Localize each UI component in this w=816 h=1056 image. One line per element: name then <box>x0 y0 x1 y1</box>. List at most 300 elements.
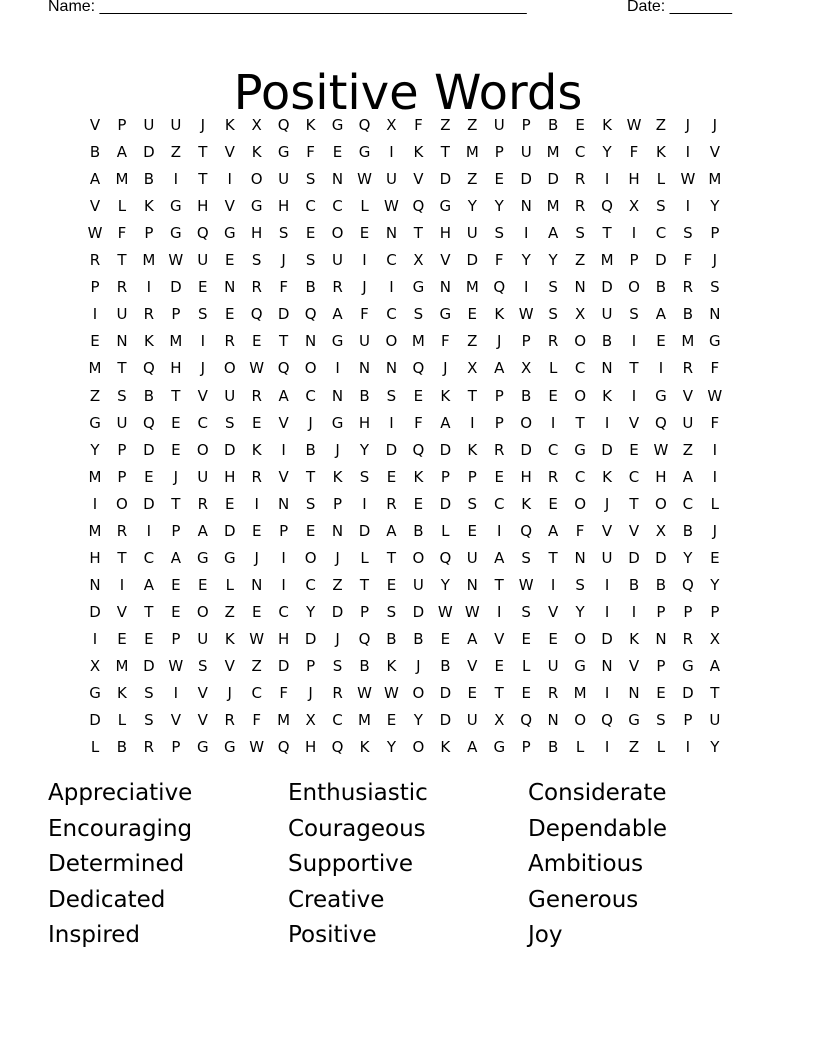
grid-letter: M <box>573 684 587 703</box>
word-list-item: Supportive <box>288 851 414 877</box>
grid-letter: F <box>629 143 639 162</box>
grid-letter: I <box>497 602 502 621</box>
grid-letter: U <box>601 548 613 567</box>
grid-letter: H <box>358 413 371 432</box>
grid-letter: B <box>655 575 667 594</box>
grid-letter: B <box>359 386 370 405</box>
grid-letter: R <box>224 332 235 351</box>
grid-letter: R <box>143 305 155 324</box>
grid-letter: W <box>680 170 696 189</box>
grid-letter: C <box>655 224 667 243</box>
grid-letter: K <box>143 332 154 351</box>
grid-letter: E <box>548 629 558 648</box>
grid-letter: A <box>89 170 101 189</box>
grid-letter: V <box>709 143 720 162</box>
grid-letter: Y <box>90 440 100 459</box>
grid-letter: K <box>467 440 478 459</box>
grid-letter: U <box>412 575 424 594</box>
grid-letter: X <box>413 251 424 270</box>
grid-letter: R <box>116 521 128 540</box>
grid-letter: P <box>144 224 154 243</box>
grid-letter: L <box>548 359 558 378</box>
grid-letter: U <box>385 170 397 189</box>
grid-letter: G <box>682 657 694 675</box>
grid-letter: I <box>173 170 179 189</box>
grid-letter: D <box>439 711 452 730</box>
grid-letter: W <box>168 251 184 270</box>
grid-letter: M <box>142 251 156 270</box>
grid-letter: I <box>146 278 152 297</box>
grid-letter: J <box>227 684 232 703</box>
grid-letter: W <box>707 386 723 405</box>
grid-letter: C <box>251 684 262 703</box>
grid-letter: I <box>658 359 664 378</box>
grid-letter: Z <box>467 332 478 351</box>
grid-letter: U <box>520 143 532 162</box>
page-title: Positive Words <box>233 65 583 122</box>
date-field-label: Date: _______ <box>627 0 732 15</box>
grid-letter: J <box>712 116 718 134</box>
grid-letter: V <box>548 602 559 621</box>
grid-letter: S <box>305 494 316 513</box>
grid-letter: F <box>494 251 504 270</box>
grid-letter: P <box>359 602 370 621</box>
grid-letter: G <box>223 224 236 243</box>
grid-letter: Q <box>304 305 317 324</box>
grid-letter: D <box>277 305 290 324</box>
grid-letter: W <box>384 684 399 703</box>
grid-letter: P <box>440 467 450 486</box>
grid-letter: E <box>171 413 181 432</box>
grid-letter: P <box>629 251 639 270</box>
grid-letter: U <box>170 116 182 134</box>
grid-letter: P <box>171 629 181 648</box>
grid-letter: B <box>359 657 370 675</box>
grid-letter: K <box>602 467 612 486</box>
grid-letter: S <box>548 305 558 324</box>
grid-letter: X <box>521 359 532 378</box>
grid-letter: O <box>196 440 209 459</box>
grid-letter: X <box>494 711 505 730</box>
grid-letter: I <box>335 359 340 378</box>
grid-letter: P <box>521 738 531 757</box>
grid-letter: L <box>656 170 666 189</box>
grid-letter: G <box>358 143 371 162</box>
grid-letter: C <box>332 197 343 216</box>
grid-letter: E <box>171 440 181 459</box>
grid-letter: Q <box>277 359 290 378</box>
grid-letter: R <box>143 738 155 757</box>
grid-letter: L <box>710 494 720 513</box>
grid-letter: A <box>143 575 155 594</box>
grid-letter: O <box>574 386 586 405</box>
grid-letter: S <box>332 657 343 675</box>
grid-letter: N <box>574 278 586 297</box>
letter-grid <box>82 112 732 760</box>
grid-letter: E <box>467 521 478 540</box>
grid-letter: O <box>574 629 586 648</box>
grid-letter: G <box>628 711 640 730</box>
grid-letter: D <box>89 602 101 621</box>
grid-letter: F <box>117 224 127 243</box>
grid-letter: F <box>683 251 693 270</box>
grid-letter: E <box>144 467 154 486</box>
grid-letter: K <box>629 629 639 648</box>
grid-letter: H <box>304 738 317 757</box>
grid-letter: S <box>710 278 720 297</box>
word-list-item: Appreciative <box>48 780 193 806</box>
grid-letter: A <box>548 224 559 243</box>
grid-letter: Y <box>521 251 531 270</box>
grid-letter: E <box>494 170 504 189</box>
grid-letter: H <box>170 359 182 378</box>
grid-letter: S <box>575 224 585 243</box>
grid-letter: N <box>628 684 640 703</box>
grid-letter: D <box>439 440 452 459</box>
grid-letter: N <box>655 629 667 648</box>
grid-letter: U <box>466 711 478 730</box>
grid-letter: R <box>547 467 559 486</box>
grid-letter: U <box>466 548 478 567</box>
grid-letter: M <box>411 332 425 351</box>
grid-letter: B <box>655 278 667 297</box>
grid-letter: T <box>575 413 585 432</box>
grid-letter: U <box>493 116 505 134</box>
grid-letter: W <box>168 657 184 675</box>
grid-letter: J <box>685 116 691 134</box>
grid-letter: S <box>386 386 397 405</box>
grid-letter: N <box>547 711 559 730</box>
grid-letter: G <box>89 413 101 432</box>
grid-letter: C <box>574 467 586 486</box>
grid-letter: K <box>224 116 235 134</box>
grid-letter: V <box>628 413 640 432</box>
grid-letter: E <box>251 602 262 621</box>
grid-letter: D <box>143 494 155 513</box>
grid-letter: Q <box>358 116 371 134</box>
grid-letter: E <box>359 224 370 243</box>
grid-letter: P <box>494 413 504 432</box>
grid-letter: L <box>117 711 127 730</box>
grid-letter: L <box>117 197 127 216</box>
grid-letter: J <box>308 413 313 432</box>
grid-letter: K <box>602 386 612 405</box>
grid-letter: Q <box>601 711 613 730</box>
grid-letter: V <box>440 251 451 270</box>
grid-letter: S <box>198 657 208 675</box>
grid-letter: S <box>144 684 154 703</box>
grid-letter: I <box>685 143 691 162</box>
word-list-item: Creative <box>288 886 385 913</box>
grid-letter: X <box>386 116 397 134</box>
grid-letter: P <box>521 116 531 134</box>
grid-letter: O <box>574 711 586 730</box>
grid-letter: O <box>331 224 344 243</box>
grid-letter: O <box>412 738 425 757</box>
grid-letter: B <box>601 332 613 351</box>
grid-letter: U <box>224 386 236 405</box>
grid-letter: J <box>443 359 448 378</box>
grid-letter: B <box>143 170 155 189</box>
grid-letter: A <box>467 629 478 648</box>
grid-letter: P <box>171 305 181 324</box>
grid-letter: N <box>331 521 344 540</box>
grid-letter: B <box>305 440 316 459</box>
grid-letter: N <box>331 170 344 189</box>
grid-letter: O <box>385 332 398 351</box>
grid-letter: L <box>360 548 369 567</box>
grid-letter: Q <box>601 197 613 216</box>
word-list-item: Courageous <box>288 815 426 842</box>
grid-letter: V <box>278 467 289 486</box>
grid-letter: T <box>629 494 639 513</box>
grid-letter: N <box>520 197 532 216</box>
grid-letter: S <box>198 305 208 324</box>
grid-letter: O <box>304 359 317 378</box>
grid-letter: V <box>682 386 694 405</box>
grid-letter: A <box>682 467 694 486</box>
grid-letter: X <box>305 711 316 730</box>
word-list-item: Positive <box>288 922 377 948</box>
grid-letter: U <box>197 251 209 270</box>
grid-letter: L <box>575 738 585 757</box>
grid-letter: R <box>547 684 559 703</box>
grid-letter: Q <box>412 197 425 216</box>
grid-letter: G <box>412 278 425 297</box>
grid-letter: A <box>494 548 505 567</box>
grid-letter: I <box>685 197 691 216</box>
grid-letter: S <box>683 224 693 243</box>
grid-letter: C <box>278 602 289 621</box>
grid-letter: B <box>305 278 316 297</box>
grid-letter: N <box>251 575 263 594</box>
grid-letter: W <box>626 116 642 134</box>
grid-letter: P <box>683 711 693 730</box>
grid-letter: G <box>709 332 721 351</box>
grid-letter: M <box>88 359 102 378</box>
grid-letter: U <box>197 467 209 486</box>
grid-letter: O <box>520 413 533 432</box>
grid-letter: Q <box>493 278 506 297</box>
grid-letter: M <box>546 143 560 162</box>
grid-letter: J <box>497 332 502 351</box>
grid-letter: B <box>116 738 128 757</box>
grid-letter: E <box>117 629 127 648</box>
grid-letter: N <box>224 278 236 297</box>
grid-letter: V <box>170 711 181 730</box>
grid-letter: S <box>548 278 558 297</box>
grid-letter: C <box>574 359 586 378</box>
grid-letter: K <box>386 657 397 675</box>
grid-letter: W <box>518 305 534 324</box>
grid-letter: G <box>655 386 667 405</box>
grid-letter: G <box>223 738 236 757</box>
grid-letter: H <box>251 224 263 243</box>
grid-letter: K <box>224 629 235 648</box>
grid-letter: I <box>604 738 610 757</box>
grid-letter: D <box>143 440 155 459</box>
grid-letter: I <box>604 602 610 621</box>
grid-letter: D <box>304 629 317 648</box>
grid-letter: E <box>225 305 235 324</box>
grid-letter: P <box>306 657 316 675</box>
grid-letter: U <box>466 224 478 243</box>
grid-letter: C <box>386 305 397 324</box>
grid-letter: M <box>465 143 479 162</box>
grid-letter: S <box>575 575 585 594</box>
grid-letter: T <box>494 684 504 703</box>
grid-letter: M <box>681 332 695 351</box>
grid-letter: K <box>602 116 612 134</box>
word-list-item: Ambitious <box>528 851 644 877</box>
grid-letter: P <box>117 467 127 486</box>
grid-letter: R <box>224 711 235 730</box>
grid-letter: D <box>439 684 452 703</box>
grid-letter: D <box>143 143 155 162</box>
grid-letter: O <box>116 494 128 513</box>
grid-letter: R <box>251 278 262 297</box>
grid-letter: I <box>92 305 98 324</box>
grid-letter: Z <box>251 657 262 675</box>
grid-letter: O <box>628 278 640 297</box>
grid-letter: Y <box>548 251 558 270</box>
grid-letter: M <box>546 197 560 216</box>
grid-letter: E <box>225 251 235 270</box>
grid-letter: D <box>520 440 532 459</box>
grid-letter: I <box>497 521 502 540</box>
grid-letter: R <box>116 278 128 297</box>
grid-letter: R <box>574 197 586 216</box>
grid-letter: K <box>332 467 343 486</box>
grid-letter: Y <box>359 440 370 459</box>
grid-letter: Y <box>710 197 720 216</box>
grid-letter: J <box>712 251 718 270</box>
grid-letter: I <box>389 413 394 432</box>
grid-letter: R <box>682 359 694 378</box>
grid-letter: U <box>143 116 155 134</box>
grid-letter: I <box>362 251 367 270</box>
grid-letter: Y <box>306 602 316 621</box>
grid-letter: A <box>494 359 505 378</box>
grid-letter: U <box>682 413 694 432</box>
grid-letter: U <box>116 305 128 324</box>
grid-letter: S <box>413 305 424 324</box>
grid-letter: T <box>198 143 208 162</box>
grid-letter: A <box>197 521 208 540</box>
word-list-item: Dedicated <box>48 886 166 913</box>
grid-letter: J <box>362 278 367 297</box>
grid-letter: X <box>89 657 101 675</box>
grid-letter: E <box>656 684 666 703</box>
grid-letter: C <box>547 440 559 459</box>
grid-letter: M <box>88 521 102 540</box>
grid-letter: Z <box>628 738 640 757</box>
grid-letter: Y <box>683 548 693 567</box>
grid-letter: K <box>117 684 127 703</box>
grid-letter: B <box>89 143 101 162</box>
grid-letter: O <box>304 548 317 567</box>
grid-letter: D <box>439 170 452 189</box>
grid-letter: I <box>712 440 718 459</box>
grid-letter: I <box>146 521 152 540</box>
grid-letter: P <box>333 494 343 513</box>
grid-letter: A <box>440 413 451 432</box>
grid-letter: E <box>305 224 316 243</box>
grid-letter: L <box>360 197 369 216</box>
grid-letter: Z <box>224 602 235 621</box>
grid-letter: K <box>143 197 154 216</box>
grid-letter: R <box>386 494 397 513</box>
grid-letter: K <box>440 738 451 757</box>
grid-letter: M <box>465 278 479 297</box>
grid-letter: I <box>173 684 179 703</box>
grid-letter: Y <box>467 197 477 216</box>
grid-letter: C <box>574 143 586 162</box>
grid-letter: T <box>198 170 208 189</box>
grid-letter: Q <box>358 629 371 648</box>
grid-letter: V <box>224 657 235 675</box>
name-field-label: Name: ________________________________________________ <box>48 0 527 15</box>
grid-letter: Q <box>277 738 290 757</box>
grid-letter: D <box>331 602 344 621</box>
grid-letter: F <box>414 116 423 134</box>
grid-letter: B <box>143 386 155 405</box>
grid-letter: C <box>305 197 316 216</box>
grid-letter: Y <box>386 738 397 757</box>
grid-letter: H <box>278 197 290 216</box>
grid-letter: I <box>604 575 610 594</box>
grid-letter: E <box>144 629 154 648</box>
grid-letter: W <box>357 684 372 703</box>
grid-letter: I <box>281 575 286 594</box>
grid-letter: R <box>89 251 101 270</box>
grid-letter: J <box>308 684 313 703</box>
word-list-item: Considerate <box>528 780 667 806</box>
grid-letter: A <box>116 143 128 162</box>
grid-letter: T <box>440 143 450 162</box>
grid-letter: X <box>628 197 640 216</box>
grid-letter: T <box>413 224 423 243</box>
grid-letter: C <box>332 711 343 730</box>
grid-letter: V <box>278 413 289 432</box>
grid-letter: D <box>601 278 613 297</box>
grid-letter: V <box>467 657 478 675</box>
grid-letter: W <box>653 440 669 459</box>
grid-letter: Q <box>412 440 425 459</box>
grid-letter: E <box>386 711 397 730</box>
grid-letter: I <box>92 629 98 648</box>
grid-letter: D <box>520 170 532 189</box>
grid-letter: D <box>412 602 425 621</box>
grid-letter: I <box>631 224 637 243</box>
grid-letter: E <box>521 629 531 648</box>
grid-letter: V <box>224 197 235 216</box>
grid-letter: Q <box>439 548 452 567</box>
grid-letter: J <box>712 521 718 540</box>
grid-letter: I <box>550 575 556 594</box>
grid-letter: A <box>655 305 667 324</box>
grid-letter: V <box>628 657 640 675</box>
word-list-item: Enthusiastic <box>288 780 428 806</box>
grid-letter: H <box>197 197 209 216</box>
grid-letter: W <box>249 359 265 378</box>
grid-letter: Z <box>440 116 451 134</box>
grid-letter: J <box>200 359 206 378</box>
grid-letter: C <box>305 386 316 405</box>
grid-letter: D <box>466 251 479 270</box>
grid-letter: A <box>170 548 181 567</box>
grid-letter: E <box>548 494 558 513</box>
